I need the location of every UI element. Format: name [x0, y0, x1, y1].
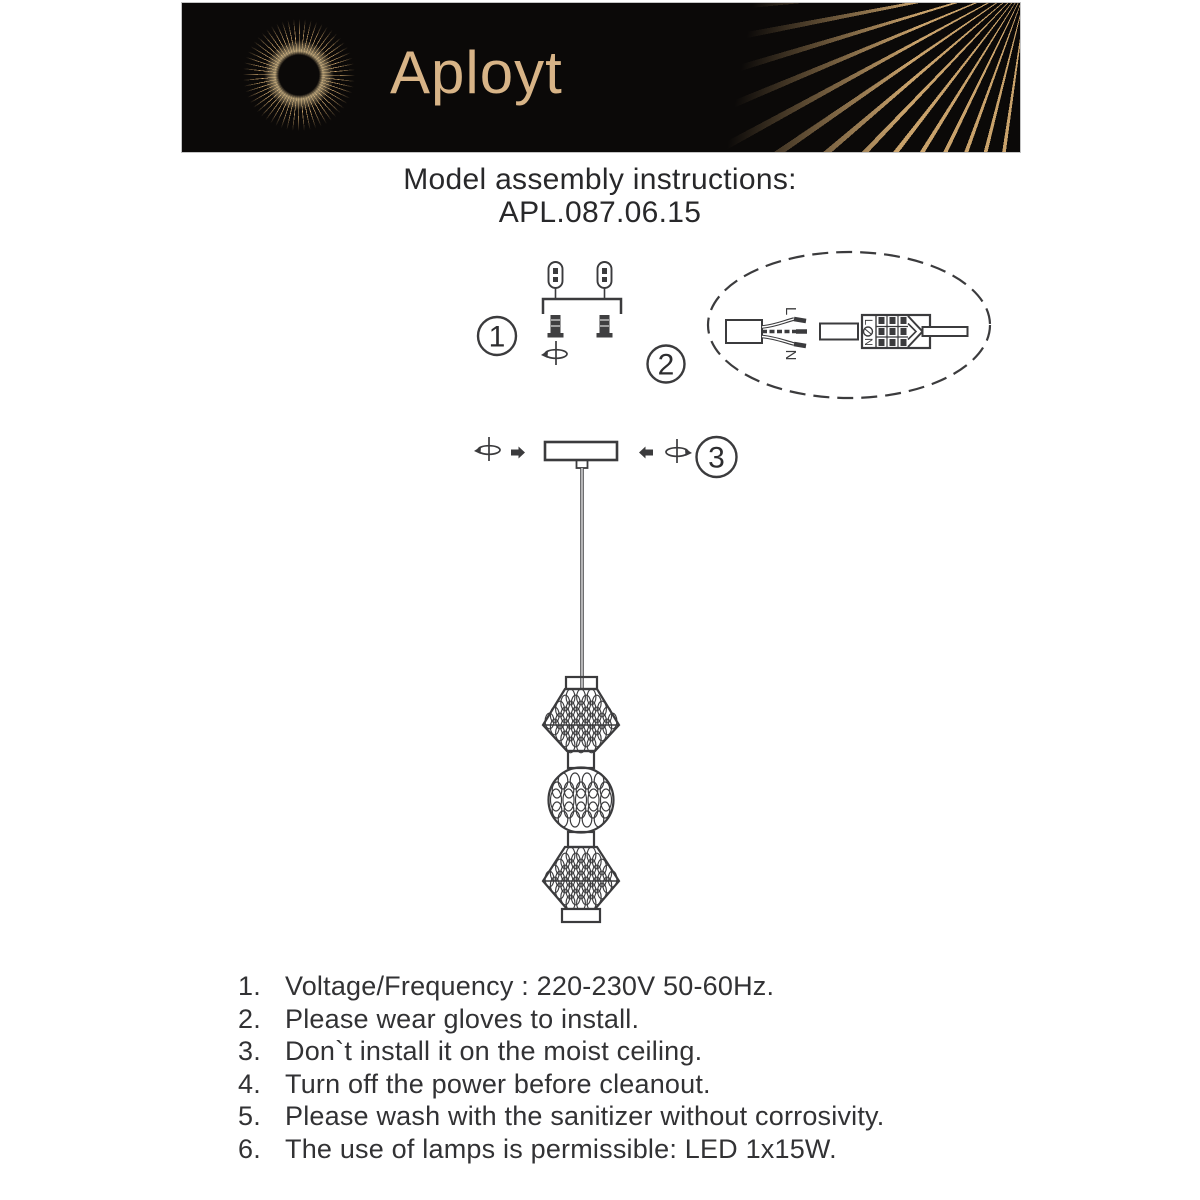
- instruction-item: [238, 1003, 1013, 1034]
- pendant-lamp-drawing: [543, 468, 619, 922]
- rotation-icon: [666, 439, 692, 463]
- step-1-badge: [478, 317, 516, 355]
- crystal-texture: [551, 773, 612, 827]
- block-live-label: L: [862, 318, 874, 326]
- mounting-bracket: [543, 299, 621, 314]
- lower-connector: [568, 832, 594, 847]
- ceiling-canopy: [545, 442, 617, 460]
- arrow-left-icon: [639, 447, 653, 459]
- block-neutral-label: N: [862, 338, 874, 346]
- instruction-number: 2.: [238, 1003, 261, 1034]
- brand-name: Aployt: [390, 39, 563, 106]
- neutral-wire: [762, 337, 806, 347]
- instruction-text: Turn off the power before cleanout.: [285, 1068, 711, 1099]
- cable-tail: [923, 327, 968, 336]
- instruction-number: 3.: [238, 1036, 261, 1067]
- page-title: Model assembly instructions:: [403, 163, 797, 196]
- instruction-text: Please wear gloves to install.: [285, 1003, 640, 1034]
- instruction-text: The use of lamps is permissible: LED 1x15W.: [285, 1133, 837, 1164]
- step-2-number: 2: [657, 348, 675, 382]
- dashed-callout-ellipse: [708, 252, 990, 398]
- screw-icon: [549, 262, 563, 298]
- wall-plugs-drawing: [541, 262, 621, 365]
- instruction-item: [238, 973, 1013, 1001]
- instruction-number: 4.: [238, 1068, 261, 1099]
- instruction-item: [238, 1103, 1013, 1131]
- model-number: APL.087.06.15: [498, 196, 702, 229]
- neutral-label: N: [782, 349, 799, 361]
- crystal-texture: [545, 689, 617, 753]
- instruction-item: [238, 1068, 1013, 1099]
- supply-cable: [726, 320, 762, 343]
- instruction-item: [238, 1133, 1013, 1164]
- instruction-number: 1.: [238, 971, 261, 1001]
- wall-anchor-icon: [548, 315, 564, 338]
- live-wire: [762, 319, 806, 327]
- instruction-list: [238, 973, 1013, 1169]
- wiring-connection-drawing: [708, 252, 990, 398]
- instruction-number: 6.: [238, 1133, 261, 1164]
- instruction-item: [238, 1038, 1013, 1066]
- step-1-number: 1: [488, 320, 506, 354]
- screw-icon: [598, 262, 612, 298]
- step-2-badge: [648, 346, 685, 383]
- step-3-number: 3: [708, 441, 725, 475]
- live-label: L: [782, 306, 799, 316]
- arrow-right-icon: [511, 447, 525, 459]
- rotation-icon: [541, 341, 567, 365]
- instruction-text: Voltage/Frequency : 220-230V 50-60Hz.: [285, 971, 775, 1001]
- bottom-cap: [562, 909, 600, 922]
- instruction-text: Please wash with the sanitizer without corrosivity.: [285, 1101, 885, 1132]
- rotation-icon: [474, 437, 500, 461]
- middle-connector: [568, 751, 594, 768]
- fixture-cable: [820, 324, 858, 340]
- step-3-badge: [697, 437, 737, 477]
- canopy-mounting-drawing: [474, 437, 692, 468]
- wall-anchor-icon: [597, 315, 613, 338]
- terminal-block: [862, 315, 930, 348]
- instruction-text: Don`t install it on the moist ceiling.: [285, 1036, 703, 1067]
- crystal-texture: [545, 847, 617, 911]
- instruction-number: 5.: [238, 1101, 261, 1132]
